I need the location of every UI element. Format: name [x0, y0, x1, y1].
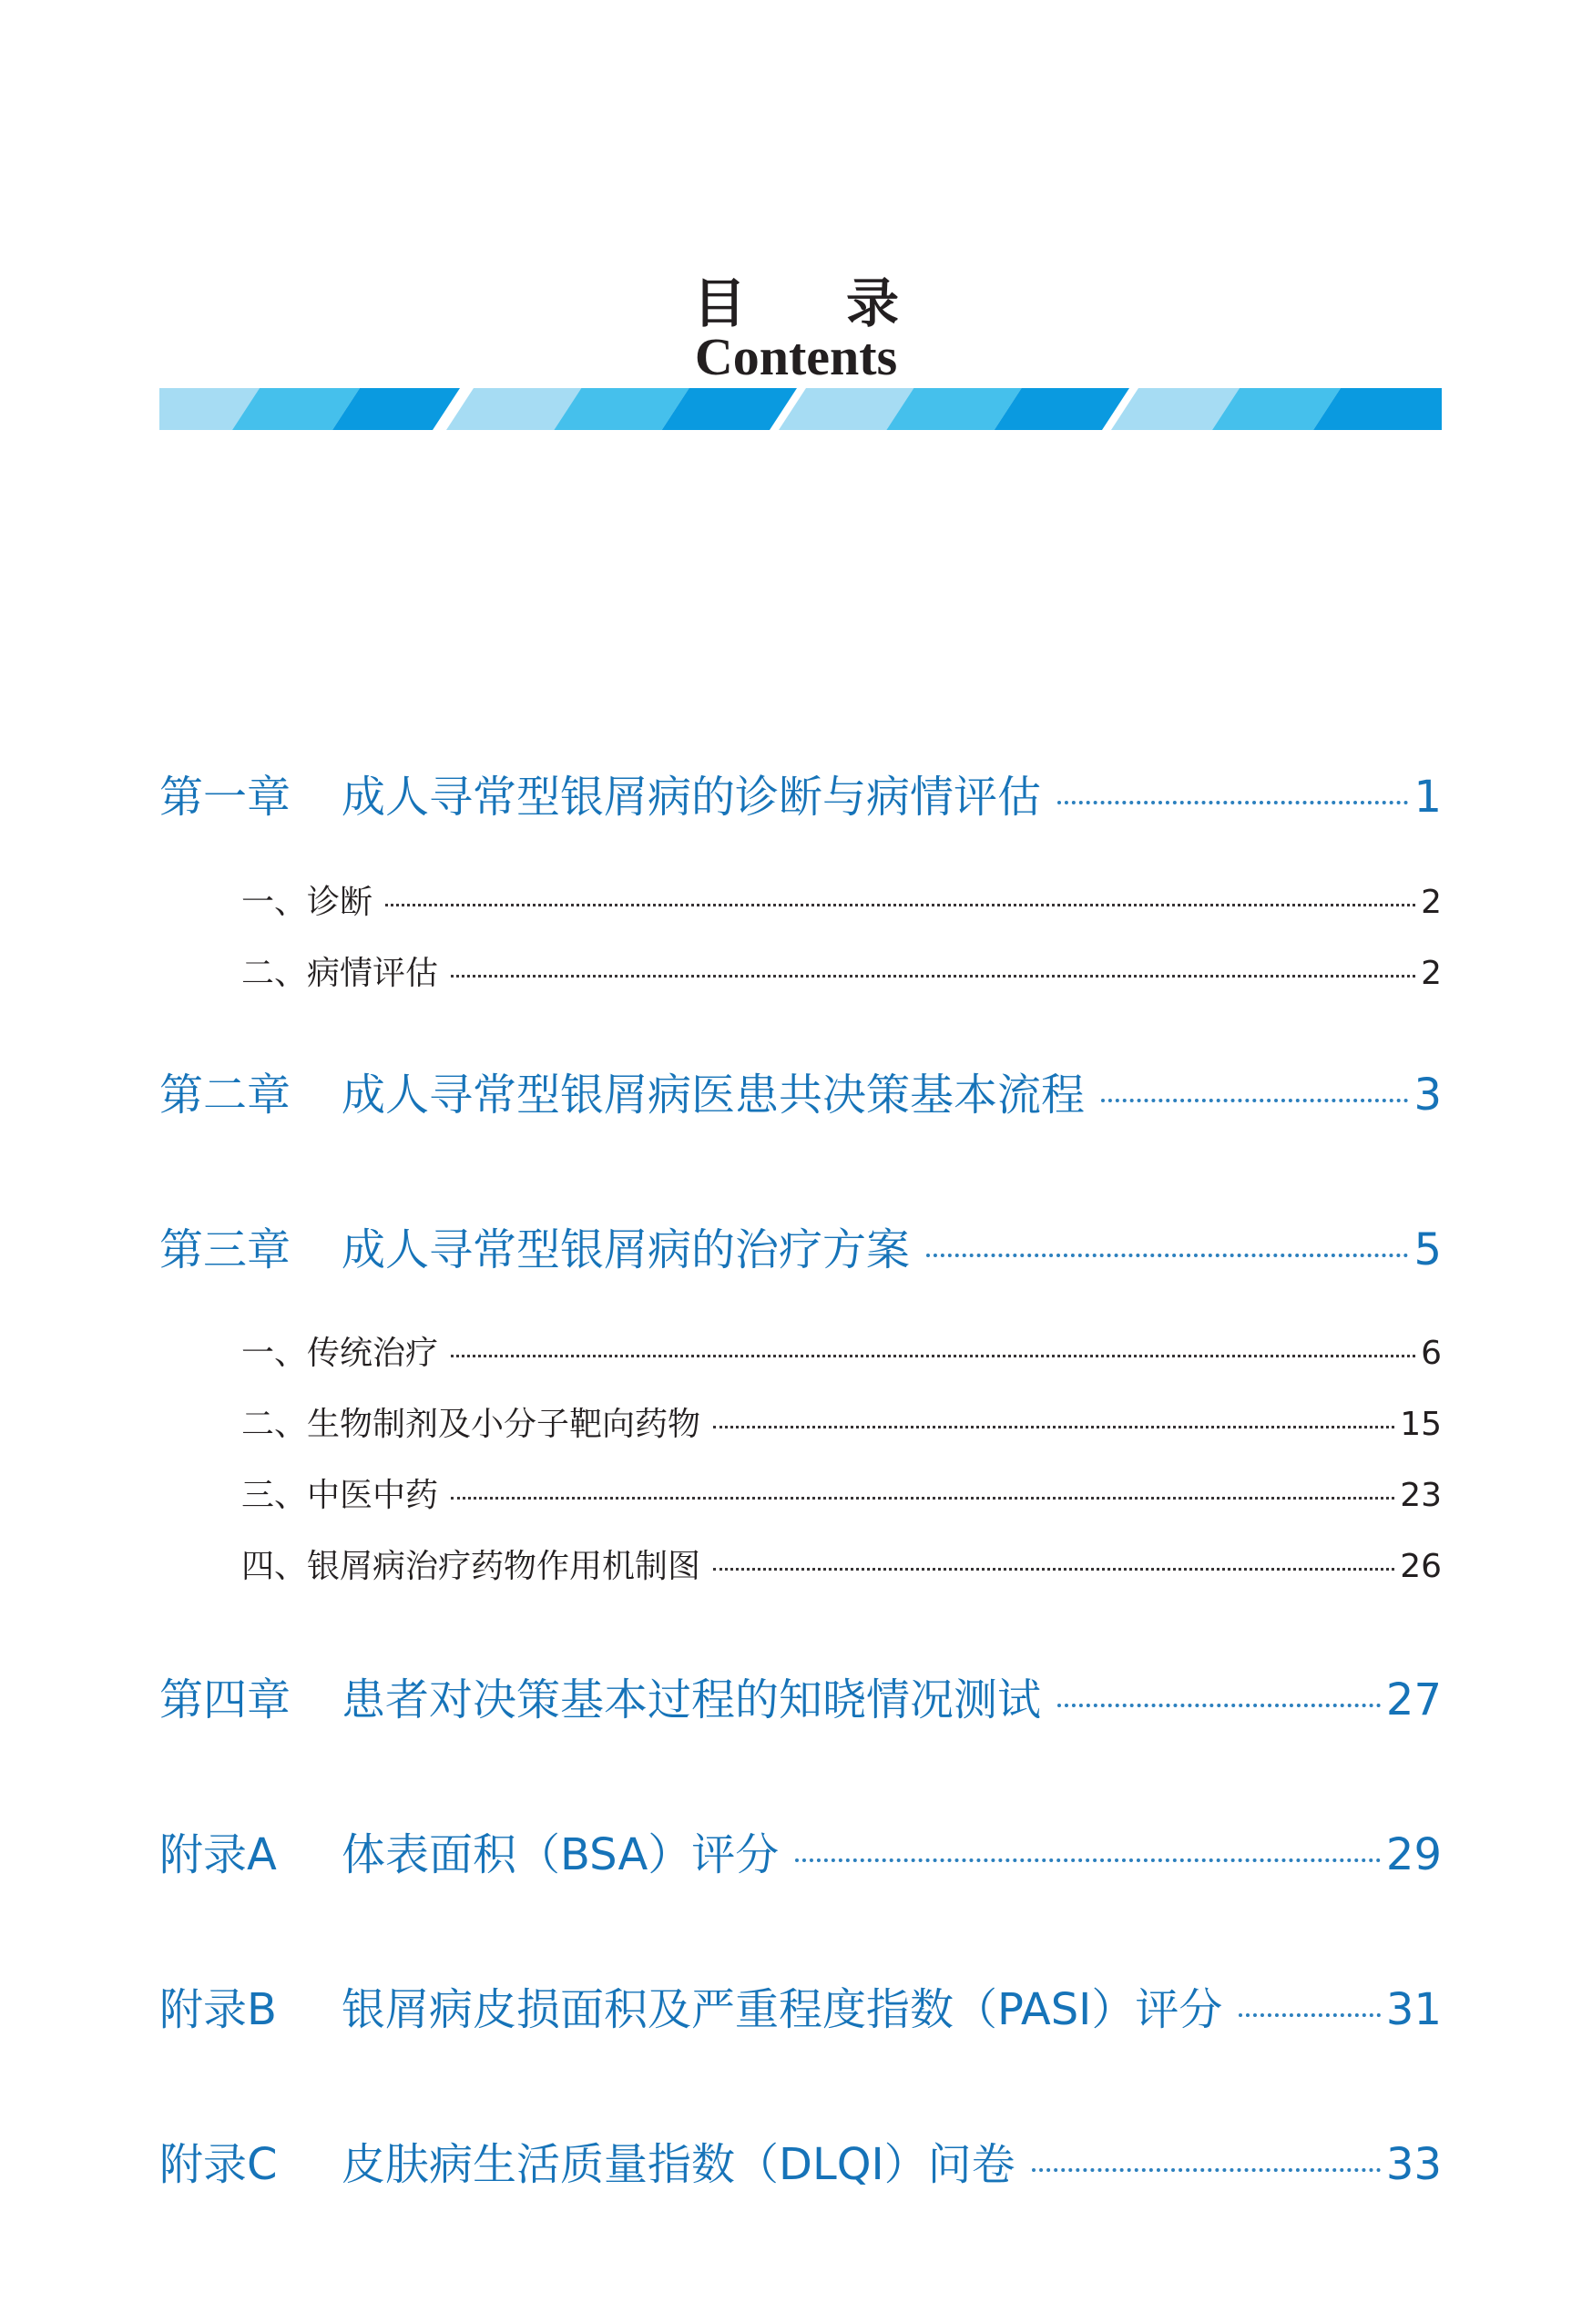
toc-entry-number: 第四章	[159, 1674, 291, 1725]
toc-page-number: 26	[1400, 1548, 1442, 1585]
toc-entry-label	[241, 947, 438, 994]
toc-page-number: 27	[1385, 1674, 1442, 1725]
toc-entry-number: 附录A	[159, 1829, 277, 1880]
toc-entry-label	[159, 1664, 1041, 1727]
toc-entry-title: 皮肤病生活质量指数（DLQI）问卷	[342, 2139, 1015, 2190]
toc-page-number: 2	[1421, 884, 1442, 921]
toc-entry-number: 附录B	[159, 1984, 277, 2035]
toc-entry-title: 一、诊断	[241, 884, 373, 921]
toc-entry-label	[241, 1327, 438, 1374]
dot-leader	[451, 974, 1415, 978]
toc-entry-title: 二、生物制剂及小分子靶向药物	[241, 1406, 701, 1443]
toc-entry-label	[159, 1974, 1222, 2037]
dot-leader	[1101, 1098, 1408, 1102]
dot-leader	[385, 903, 1415, 906]
page-title-en: Contents	[694, 327, 898, 386]
toc-section-row[interactable]	[241, 1541, 1442, 1587]
toc-page-number: 3	[1413, 1070, 1442, 1121]
toc-entry-label	[159, 2129, 1015, 2192]
toc-chapter-row[interactable]	[159, 1819, 1442, 1882]
dot-leader	[713, 1425, 1394, 1428]
toc-entry-label	[241, 876, 372, 923]
toc-chapter-row[interactable]	[159, 1060, 1442, 1122]
dot-leader	[926, 1253, 1408, 1257]
toc-page-number: 1	[1413, 772, 1442, 823]
toc-page-number: 5	[1413, 1224, 1442, 1275]
toc-entry-title: 成人寻常型银屑病的诊断与病情评估	[342, 772, 1042, 823]
dot-leader	[1239, 2012, 1381, 2017]
toc-page-number: 23	[1400, 1477, 1442, 1514]
dot-leader	[713, 1567, 1394, 1571]
toc-entry-number: 第二章	[159, 1070, 291, 1121]
toc-chapter-row[interactable]	[159, 1974, 1442, 2037]
toc-page-number: 6	[1421, 1335, 1442, 1372]
toc-entry-title: 银屑病皮损面积及严重程度指数（PASI）评分	[342, 1984, 1223, 2035]
toc-section-row[interactable]	[241, 876, 1442, 923]
toc-entry-title: 成人寻常型银屑病的治疗方案	[342, 1224, 911, 1275]
toc-entry-label	[241, 1469, 438, 1516]
toc-page-number: 29	[1385, 1829, 1442, 1880]
toc-chapter-row[interactable]	[159, 1664, 1442, 1727]
dot-leader	[1032, 2167, 1381, 2172]
dot-leader	[795, 1858, 1381, 1862]
toc-page-number: 15	[1400, 1406, 1442, 1443]
toc-entry-number: 第三章	[159, 1224, 291, 1275]
toc-entry-title: 二、病情评估	[241, 955, 439, 992]
toc-section-row[interactable]	[241, 1469, 1442, 1516]
toc-entry-label	[159, 1214, 910, 1277]
toc-entry-label	[159, 1060, 1085, 1122]
toc-chapter-row[interactable]	[159, 2129, 1442, 2192]
toc-entry-number: 附录C	[159, 2139, 278, 2190]
toc-entry-title: 一、传统治疗	[241, 1335, 439, 1372]
toc-entry-label	[159, 1819, 779, 1882]
toc-entry-label	[241, 1541, 700, 1587]
toc-entry-label	[159, 762, 1041, 824]
toc-entry-title: 体表面积（BSA）评分	[342, 1829, 780, 1880]
toc-entry-title: 四、银屑病治疗药物作用机制图	[241, 1548, 701, 1585]
dot-leader	[1057, 800, 1408, 804]
toc-section-row[interactable]	[241, 1327, 1442, 1374]
dot-leader	[1057, 1703, 1381, 1707]
toc-section-row[interactable]	[241, 947, 1442, 994]
toc-entry-title: 三、中医中药	[241, 1477, 439, 1514]
title-char-2: 录	[846, 272, 900, 334]
toc-entry-label	[241, 1398, 700, 1445]
dot-leader	[451, 1496, 1394, 1500]
toc-page-number: 2	[1421, 955, 1442, 992]
toc-entry-title: 成人寻常型银屑病医患共决策基本流程	[342, 1070, 1086, 1121]
toc-section-row[interactable]	[241, 1398, 1442, 1445]
toc-entry-number: 第一章	[159, 772, 291, 823]
toc-page-number: 31	[1385, 1984, 1442, 2035]
toc-chapter-row[interactable]	[159, 1214, 1442, 1277]
toc-chapter-row[interactable]	[159, 762, 1442, 824]
toc-entry-title: 患者对决策基本过程的知晓情况测试	[342, 1674, 1042, 1725]
title-char-1: 目	[692, 272, 746, 334]
dot-leader	[451, 1354, 1415, 1357]
toc-page-number: 33	[1385, 2139, 1442, 2190]
decorative-stripe-bar	[159, 388, 1442, 430]
